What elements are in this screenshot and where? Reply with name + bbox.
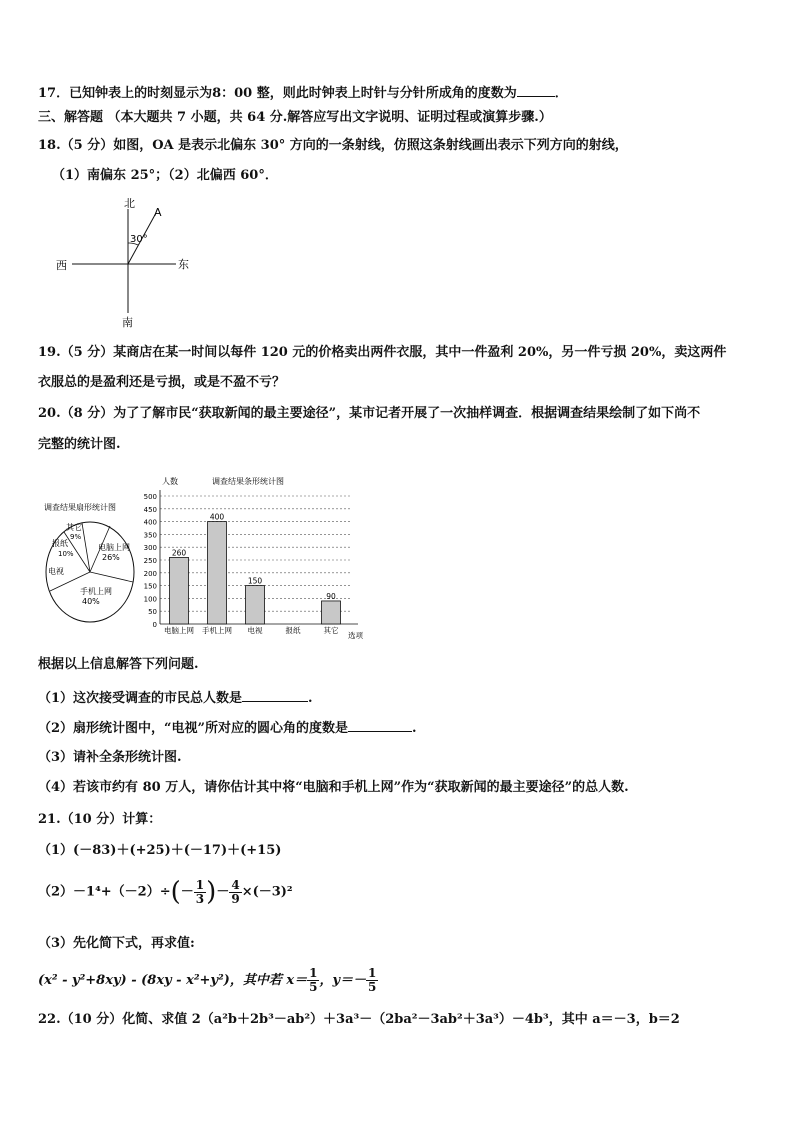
pie-pct-computer: 26% xyxy=(102,553,120,562)
question-17-tail: ． xyxy=(554,86,568,101)
y-tick-label: 450 xyxy=(143,505,157,514)
question-17 xyxy=(38,84,568,102)
question-18: 18.（5 分）如图，OA 是表示北偏东 30° 方向的一条射线，仿照这条射线画出表示下列方向的射线， xyxy=(38,138,628,153)
fraction-numerator: 1 xyxy=(309,966,318,980)
question-21-part-2-prefix: （2）－1⁴+（－2）÷ xyxy=(38,884,171,900)
answer-blank[interactable] xyxy=(517,84,555,97)
fraction-numerator: 1 xyxy=(368,966,377,980)
question-20-part-1 xyxy=(38,689,313,707)
question-20-line2: 完整的统计图. xyxy=(38,437,121,452)
question-20-intro: 根据以上信息解答下列问题. xyxy=(38,657,199,672)
question-21-part-2-tail: ×(－3)² xyxy=(241,884,293,900)
y-tick-label: 100 xyxy=(143,595,157,604)
fraction-four-ninths xyxy=(229,879,241,906)
bar-chart xyxy=(140,474,363,640)
label-west: 西 xyxy=(56,259,67,272)
question-20-part-1-tail: . xyxy=(308,691,313,706)
question-21-part-3-mid: ，y＝－ xyxy=(319,973,367,988)
bar xyxy=(170,557,189,624)
question-21-part-3-expression: (x² - y²+8xy) - (8xy - x²+y²)，其中若 x＝ xyxy=(38,973,308,988)
y-tick-label: 500 xyxy=(143,493,157,501)
question-19-line1: 19.（5 分）某商店在某一时间以每件 120 元的价格卖出两件衣服，其中一件盈利 20%，另一件亏损 20%，卖这两件 xyxy=(38,345,727,360)
question-20-part-2 xyxy=(38,719,417,737)
pie-title: 调查结果扇形统计图 xyxy=(44,503,116,512)
fraction-denominator: 9 xyxy=(231,891,240,906)
question-20-part-2-tail: . xyxy=(412,721,417,736)
pie-pct-other: 9% xyxy=(70,533,82,541)
pie-pct-newspaper: 10% xyxy=(58,550,74,558)
paren-right: ) xyxy=(206,877,217,907)
pie-label-other: 其它 xyxy=(66,523,82,532)
y-tick-label: 300 xyxy=(143,544,157,553)
compass-figure xyxy=(52,195,212,335)
question-20-part-1-text: （1）这次接受调查的市民总人数是 xyxy=(38,691,243,706)
y-tick-label: 150 xyxy=(143,582,157,591)
pie-label-mobile: 手机上网 xyxy=(80,587,112,596)
y-tick-label: 350 xyxy=(143,531,157,540)
pie-label-newspaper: 报纸 xyxy=(52,539,68,548)
x-tick-label: 电脑上网 xyxy=(164,626,194,635)
question-19-line2: 衣服总的是盈利还是亏损，或是不盈不亏？ xyxy=(38,375,286,390)
x-tick-label: 报纸 xyxy=(285,626,301,635)
y-tick-label: 400 xyxy=(143,518,157,527)
bar xyxy=(322,601,341,624)
question-21-part-3: （3）先化简下式，再求值: xyxy=(38,936,195,951)
question-22: 22.（10 分）化简、求值 2（a²b＋2b³－ab²）＋3a³－（2ba²－3ab²＋3a³）－4b³，其中 a＝－3，b＝2 xyxy=(38,1012,680,1027)
question-21-part-2: （2）－1⁴+（－2）÷(－ $\frac{1}{3}$ )－ $\frac{4}{9}$ ×(－3)² xyxy=(38,877,293,907)
label-north: 北 xyxy=(124,197,135,210)
bar-value-label: 400 xyxy=(209,512,225,522)
fraction-one-third xyxy=(194,879,206,906)
bar-value-label: 150 xyxy=(247,576,263,586)
question-20-line1: 20.（8 分）为了了解市民“获取新闻的最主要途径”，某市记者开展了一次抽样调查．根据调查结果绘制了如下尚不 xyxy=(38,406,701,421)
fraction-numerator: 1 xyxy=(195,877,205,892)
y-tick-label: 0 xyxy=(152,621,157,629)
fraction-denominator: 3 xyxy=(195,891,205,906)
question-20-part-3: （3）请补全条形统计图. xyxy=(38,750,182,765)
bar-value-label: 90 xyxy=(326,591,336,601)
y-tick-label: 200 xyxy=(143,569,157,578)
paren-left: ( xyxy=(170,877,181,907)
fraction-denominator: 5 xyxy=(309,980,318,994)
x-tick-label: 手机上网 xyxy=(202,626,232,635)
question-18-sub: （1）南偏东 25°；（2）北偏西 60°． xyxy=(52,168,278,183)
label-angle: 30° xyxy=(130,234,148,245)
pie-label-tv: 电视 xyxy=(48,567,64,576)
fraction-y-value xyxy=(366,967,378,994)
fraction-denominator: 5 xyxy=(368,980,377,994)
y-tick-label: 250 xyxy=(143,557,157,565)
x-tick-label: 电视 xyxy=(247,626,263,635)
question-17-text: 17．已知钟表上的时刻显示为8：00 整，则此时钟表上时针与分针所成角的度数为 xyxy=(38,86,517,101)
bar-value-label: 260 xyxy=(171,548,187,558)
x-tick-label: 其它 xyxy=(323,626,339,635)
answer-blank[interactable] xyxy=(242,689,308,702)
label-east: 东 xyxy=(178,258,189,271)
question-20-part-4: （4）若该市约有 80 万人，请你估计其中将“电脑和手机上网”作为“获取新闻的最主要途径”的总人数. xyxy=(38,780,629,795)
question-21-part-1: （1）(－83)＋(+25)＋(－17)＋(+15) xyxy=(38,843,282,858)
bar-chart-title: 调查结果条形统计图 xyxy=(212,477,284,486)
label-south: 南 xyxy=(122,316,133,329)
x-axis-label: 选项 xyxy=(348,631,363,640)
fraction-x-value xyxy=(307,967,319,994)
question-21-part-3-expr xyxy=(38,966,378,996)
y-tick-label: 50 xyxy=(148,608,157,617)
question-20-part-2-text: （2）扇形统计图中，“电视”所对应的圆心角的度数是 xyxy=(38,721,349,736)
bar xyxy=(208,522,227,624)
question-21-title: 21.（10 分）计算： xyxy=(38,812,162,827)
bar xyxy=(246,586,265,624)
answer-blank[interactable] xyxy=(348,719,412,732)
fraction-numerator: 4 xyxy=(231,877,240,892)
pie-label-computer: 电脑上网 xyxy=(98,543,130,552)
pie-pct-mobile: 40% xyxy=(82,597,100,606)
label-ray-a: A xyxy=(154,206,162,219)
y-axis-label: 人数 xyxy=(162,477,178,486)
section-3-heading: 三、解答题 （本大题共 7 小题，共 64 分.解答应写出文字说明、证明过程或演算步骤.） xyxy=(38,110,552,125)
